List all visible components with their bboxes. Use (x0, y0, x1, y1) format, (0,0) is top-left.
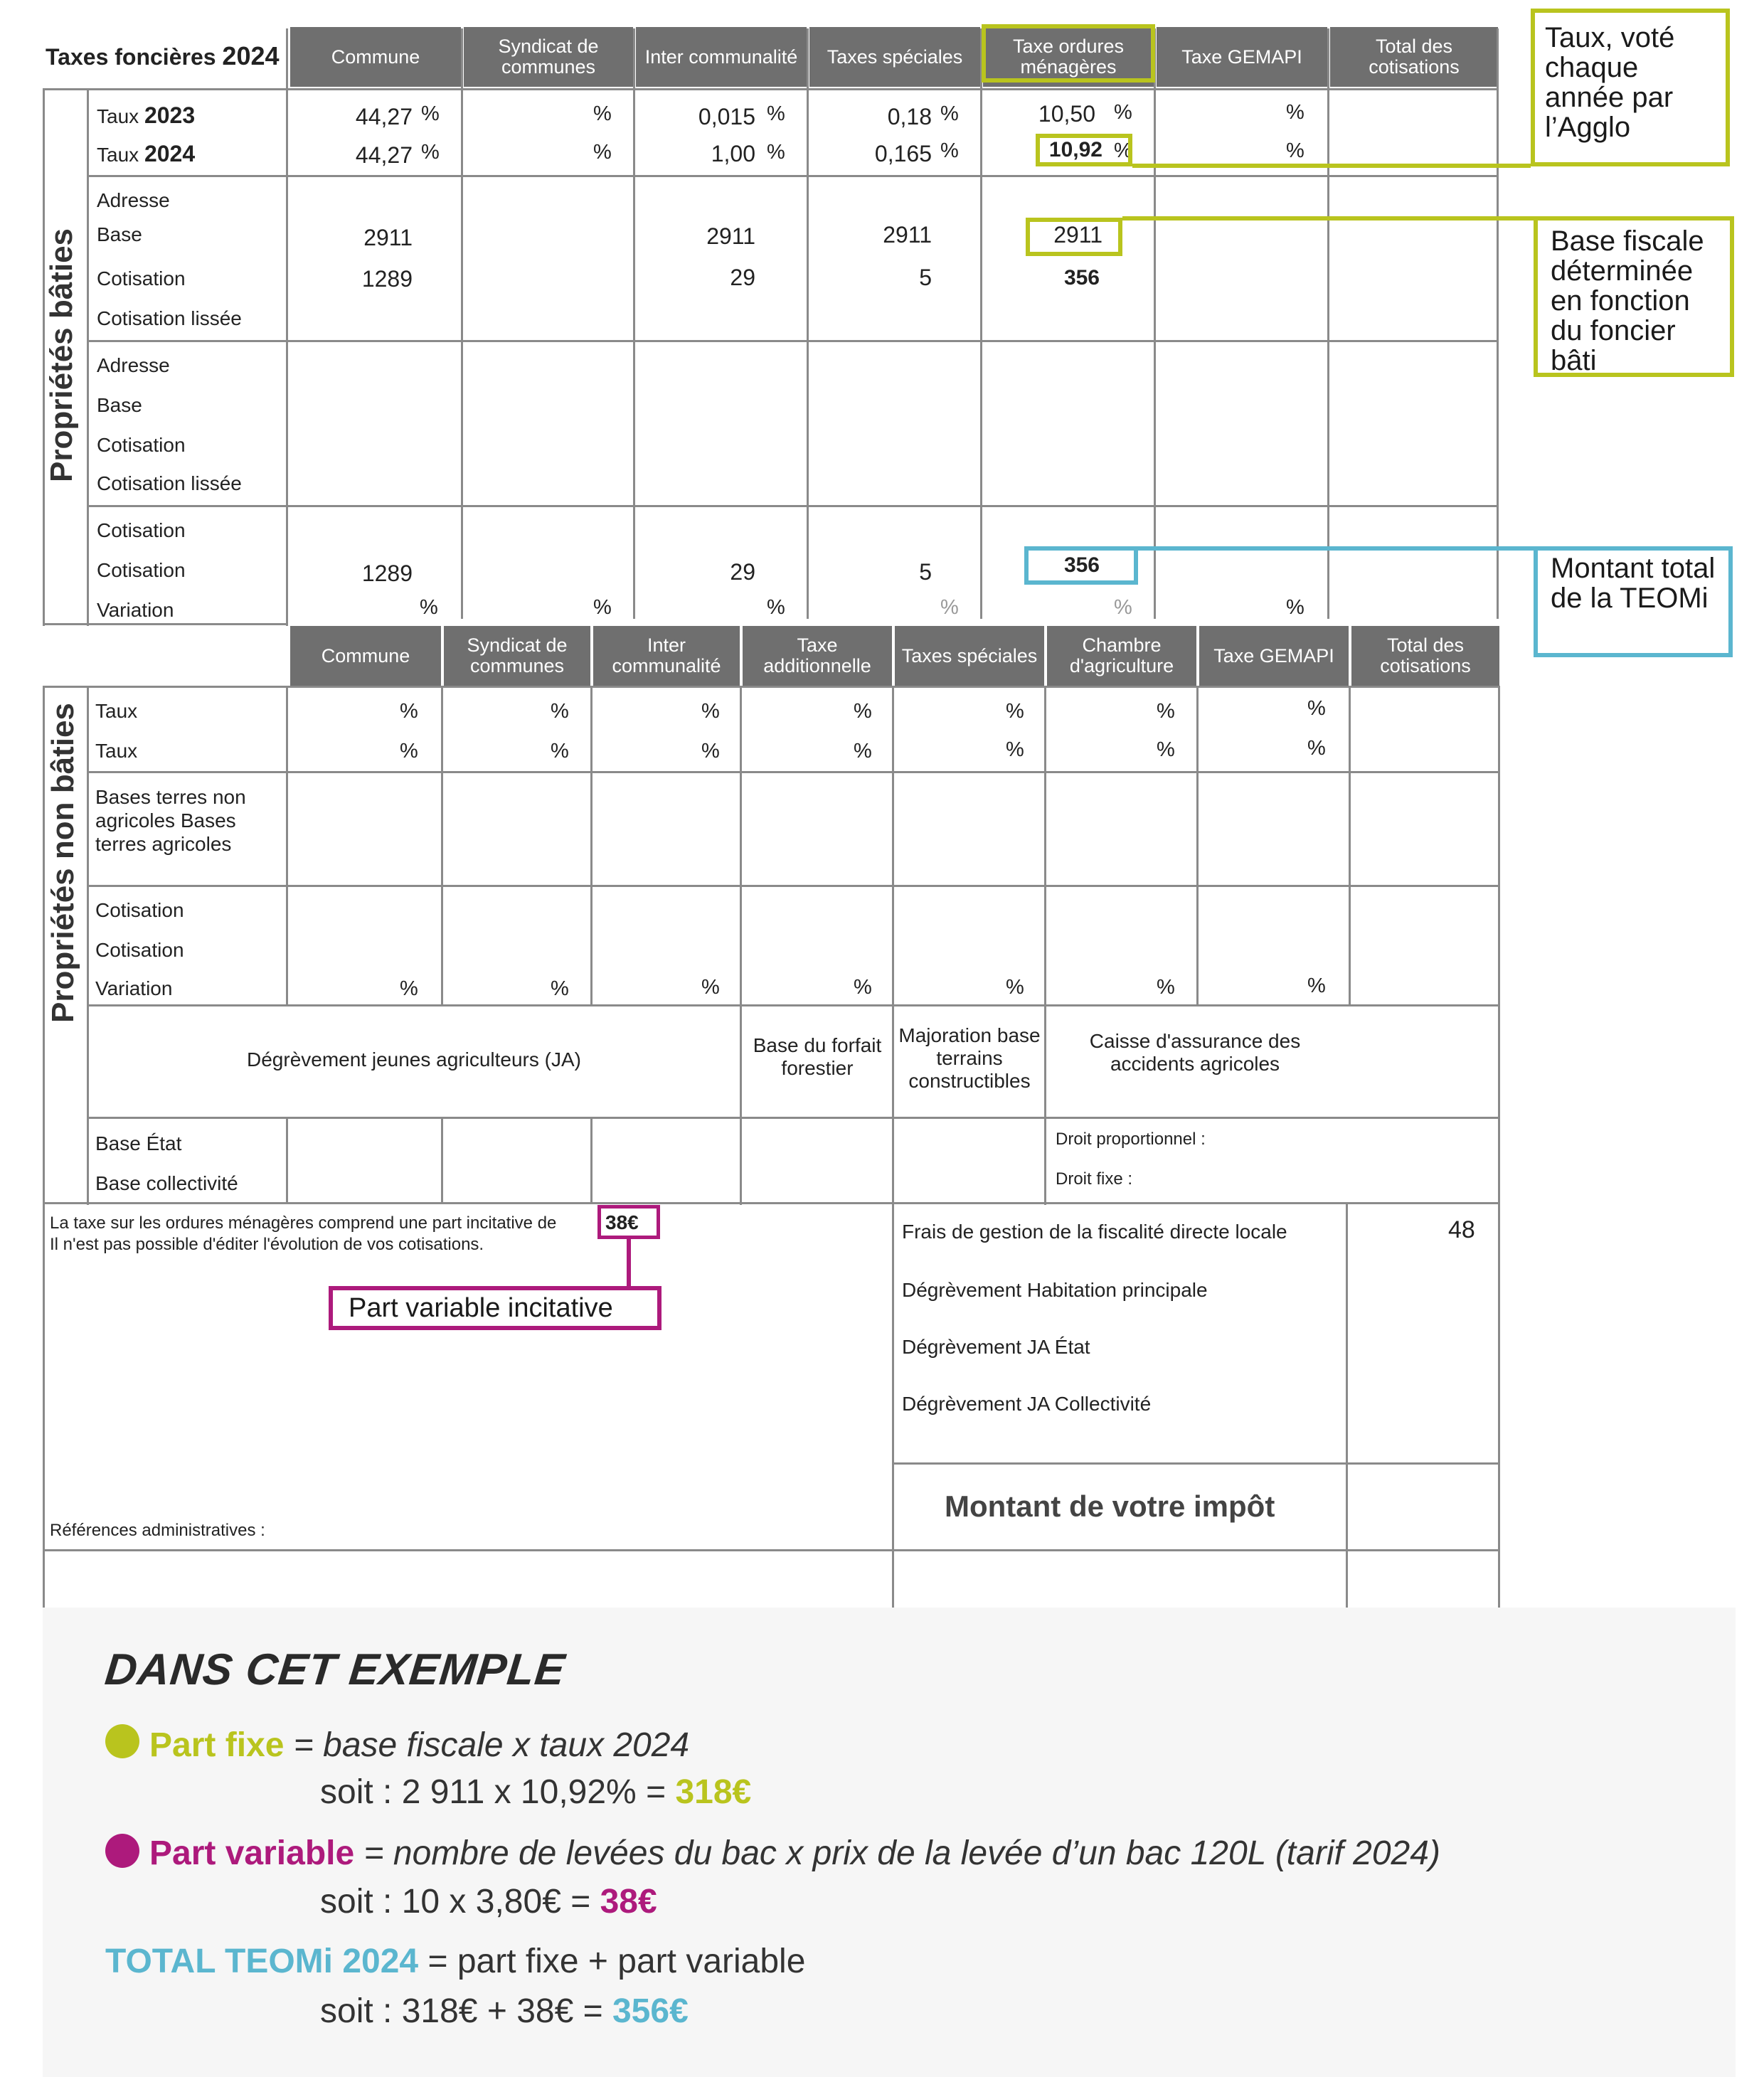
divider (740, 686, 742, 1205)
taux-2024-ordures: 10,92 (1048, 138, 1102, 161)
pct-sign: % (593, 141, 612, 164)
pct-sign: % (593, 102, 612, 125)
pct-sign: % (1157, 738, 1175, 761)
row-label-base: Base (97, 223, 142, 245)
total-line: TOTAL TEOMi 2024 = part fixe + part variable (105, 1943, 806, 1980)
footer-note-line1: La taxe sur les ordures ménagères comprend une part incitative de (50, 1213, 557, 1233)
taux-2023-speciales: 0,18 (887, 104, 932, 129)
base-inter: 2911 (706, 223, 755, 249)
taux-2024-speciales: 0,165 (874, 141, 932, 166)
divider (87, 89, 89, 626)
pct-sign: % (1006, 700, 1024, 723)
pct-sign: % (400, 700, 418, 723)
cotisation-total-speciales: 5 (919, 559, 932, 585)
pct-sign: % (421, 141, 440, 164)
header-syndicat: Syndicat de communes (464, 27, 633, 87)
divider (1497, 28, 1499, 619)
cotisation-total-commune: 1289 (361, 561, 413, 586)
callout-part-variable-text: Part variable incitative (349, 1293, 613, 1323)
header-total: Total des cotisations (1330, 27, 1498, 87)
highlight-header-ordures (982, 24, 1155, 83)
pct-sign: % (767, 141, 785, 164)
divider (43, 1549, 1499, 1551)
divider (633, 28, 635, 619)
degrevement-ja-etat-label: Dégrèvement JA État (902, 1336, 1090, 1358)
pct-sign: % (1286, 596, 1305, 619)
row-label-cotisation-lissee: Cotisation lissée (97, 472, 242, 494)
pct-sign: % (1286, 139, 1305, 162)
divider (1154, 28, 1156, 619)
droit-fixe-label: Droit fixe : (1056, 1169, 1133, 1189)
pct-sign: % (1307, 737, 1326, 760)
divider (87, 1117, 1499, 1119)
degrevement-ja-collectivite-label: Dégrèvement JA Collectivité (902, 1393, 1152, 1415)
header-taxes-speciales: Taxes spéciales (895, 626, 1044, 686)
divider (1196, 686, 1199, 1006)
droit-proportionnel-label: Droit proportionnel : (1056, 1130, 1206, 1149)
header-total: Total des cotisations (1351, 626, 1499, 686)
pct-sign: % (551, 740, 569, 763)
divider (43, 1202, 1499, 1204)
row-label-cotisation: Cotisation (97, 267, 186, 289)
pct-sign: % (854, 740, 872, 763)
divider (87, 505, 1498, 507)
side-label-baties: Propriétés bâties (44, 228, 79, 482)
cotisation-total-ordures: 356 (1063, 553, 1100, 577)
callout-montant (1534, 546, 1733, 657)
highlight-part-incitative (597, 1205, 660, 1239)
divider (87, 686, 89, 1205)
pct-sign: % (1157, 976, 1175, 999)
row-label-base-collectivite: Base collectivité (95, 1172, 238, 1194)
row-label-cotisation: Cotisation (97, 434, 186, 456)
header-syndicat: Syndicat de communes (444, 626, 590, 686)
divider (1044, 686, 1046, 1205)
pct-sign: % (1286, 101, 1305, 124)
pct-sign: % (400, 740, 418, 763)
header-taxe-additionnelle: Taxe additionnelle (743, 626, 892, 686)
frais-gestion-value: 48 (1448, 1216, 1475, 1243)
header-commune: Commune (290, 626, 441, 686)
degrevement-habitation-label: Dégrèvement Habitation principale (902, 1279, 1208, 1301)
montant-impot-label: Montant de votre impôt (945, 1489, 1275, 1523)
divider (441, 1117, 443, 1204)
part-variable-calc: soit : 10 x 3,80€ = 38€ (320, 1883, 657, 1921)
cotisation-speciales: 5 (919, 265, 932, 290)
divider (1349, 686, 1351, 1006)
pct-sign: % (400, 977, 418, 1000)
row-label-cotisation: Cotisation (95, 939, 184, 961)
callout-base (1534, 216, 1734, 377)
callout-montant-text: Montant total de la TEOMi (1551, 553, 1716, 614)
divider (892, 686, 894, 1205)
pct-sign: % (854, 700, 872, 723)
divider (807, 28, 809, 619)
pct-sign: % (854, 976, 872, 999)
row-label-adresse: Adresse (97, 354, 170, 376)
example-panel (43, 1608, 1736, 2077)
divider (286, 28, 288, 626)
degrevement-ja-label: Dégrèvement jeunes agriculteurs (JA) (247, 1048, 581, 1071)
header-intercommunalite: Inter communalité (593, 626, 740, 686)
row-label-cotisation: Cotisation (97, 519, 186, 541)
row-label-base: Base (97, 394, 142, 416)
cotisation-commune: 1289 (361, 266, 413, 292)
pct-sign: % (701, 740, 720, 763)
row-label-taux-2023: Taux 2023 (97, 102, 196, 128)
part-incitative-amount: 38€ (605, 1211, 639, 1233)
pct-sign: % (593, 596, 612, 619)
header-taxes-speciales: Taxes spéciales (809, 27, 980, 87)
base-ordures: 2911 (1053, 222, 1102, 248)
row-label-taux: Taux (95, 740, 138, 762)
divider (461, 28, 463, 619)
row-label-variation: Variation (95, 977, 173, 999)
divider (43, 623, 287, 625)
header-chambre-agriculture: Chambre d'agriculture (1047, 626, 1196, 686)
divider (43, 88, 1498, 90)
cotisation-inter: 29 (730, 265, 755, 290)
divider (590, 1117, 593, 1204)
pct-sign: % (551, 700, 569, 723)
row-label-cotisation-lissee: Cotisation lissée (97, 307, 242, 329)
connector-line (1138, 546, 1534, 551)
pct-sign: % (940, 596, 959, 619)
divider (87, 1004, 1499, 1006)
pct-sign: % (420, 596, 438, 619)
pct-sign: % (767, 102, 785, 125)
magenta-bullet-icon (105, 1834, 139, 1868)
pct-sign: % (1006, 738, 1024, 761)
highlight-montant (1024, 546, 1138, 585)
example-title: DANS CET EXEMPLE (102, 1645, 568, 1694)
header-gemapi: Taxe GEMAPI (1157, 27, 1327, 87)
divider (892, 1462, 1499, 1465)
divider (441, 686, 443, 1006)
divider (286, 686, 288, 1006)
lime-bullet-icon (105, 1724, 139, 1758)
callout-taux (1531, 9, 1730, 166)
connector-line (1122, 216, 1535, 221)
divider (1327, 28, 1329, 619)
divider (87, 885, 1499, 887)
pct-sign: % (701, 976, 720, 999)
header-intercommunalite: Inter communalité (636, 27, 807, 87)
taux-2024-inter: 1,00 (711, 141, 755, 166)
row-label-bases-terres: Bases terres non agricoles Bases terres agricoles (95, 786, 246, 855)
row-label-variation: Variation (97, 599, 174, 621)
divider (87, 175, 1498, 177)
row-label-cotisation: Cotisation (97, 559, 186, 581)
pct-sign: % (1006, 976, 1024, 999)
header-commune: Commune (290, 27, 461, 87)
caisse-assurance-label: Caisse d'assurance des accidents agricoles (1089, 1030, 1301, 1075)
majoration-label: Majoration base terrains constructibles (898, 1024, 1041, 1092)
pct-sign: % (1307, 974, 1326, 997)
references-label: Références administratives : (50, 1521, 265, 1540)
divider (980, 28, 982, 619)
forfait-forestier-label: Base du forfait forestier (753, 1034, 882, 1079)
base-speciales: 2911 (883, 222, 932, 248)
pct-sign: % (1114, 101, 1132, 124)
callout-part-variable (329, 1286, 662, 1330)
frais-gestion-label: Frais de gestion de la fiscalité directe locale (902, 1221, 1287, 1243)
cotisation-total-inter: 29 (730, 559, 755, 585)
divider (43, 686, 1499, 688)
pct-sign: % (701, 700, 720, 723)
row-label-adresse: Adresse (97, 189, 170, 211)
highlight-taux-2024 (1036, 134, 1132, 166)
row-label-base-etat: Base État (95, 1132, 182, 1154)
row-label-taux: Taux (95, 700, 138, 722)
taux-2023-ordures: 10,50 (1038, 101, 1095, 127)
part-fixe-line: Part fixe = base fiscale x taux 2024 (149, 1726, 690, 1764)
part-fixe-calc: soit : 2 911 x 10,92% = 318€ (320, 1773, 752, 1811)
pct-sign: % (551, 977, 569, 1000)
side-label-non-baties: Propriétés non bâties (46, 703, 80, 1023)
callout-taux-text: Taux, voté chaque année par l’Agglo (1545, 22, 1675, 143)
base-commune: 2911 (363, 225, 413, 250)
taux-2023-inter: 0,015 (698, 104, 755, 129)
divider (286, 1117, 288, 1204)
part-variable-line: Part variable = nombre de levées du bac x prix de la levée d’un bac 120L (tarif 2024) (149, 1834, 1440, 1872)
divider (87, 340, 1498, 342)
pct-sign: % (1157, 700, 1175, 723)
pct-sign: % (940, 102, 959, 125)
row-label-taux-2024: Taux 2024 (97, 141, 196, 166)
pct-sign: % (1114, 596, 1132, 619)
row-label-cotisation: Cotisation (95, 899, 184, 921)
total-calc: soit : 318€ + 38€ = 356€ (320, 1992, 689, 2030)
highlight-base (1026, 218, 1122, 256)
connector-line (627, 1239, 631, 1287)
pct-sign: % (421, 102, 440, 125)
pct-sign: % (940, 139, 959, 162)
pct-sign: % (1114, 139, 1132, 162)
connector-line (1132, 164, 1531, 168)
taux-2023-commune: 44,27 (355, 104, 413, 129)
header-taxe-ordures: Taxe ordures ménagères (983, 27, 1154, 87)
top-table-title: Taxes foncières 2024 (46, 41, 280, 70)
pct-sign: % (1307, 697, 1326, 720)
callout-base-text: Base fiscale déterminée en fonction du foncier bâti (1551, 225, 1704, 376)
divider (590, 686, 593, 1006)
divider (87, 771, 1499, 773)
cotisation-ordures: 356 (1063, 266, 1100, 289)
header-gemapi: Taxe GEMAPI (1199, 626, 1349, 686)
footer-note-line2: Il n'est pas possible d'éditer l'évolution de vos cotisations. (50, 1235, 484, 1254)
pct-sign: % (767, 596, 785, 619)
taux-2024-commune: 44,27 (355, 142, 413, 168)
